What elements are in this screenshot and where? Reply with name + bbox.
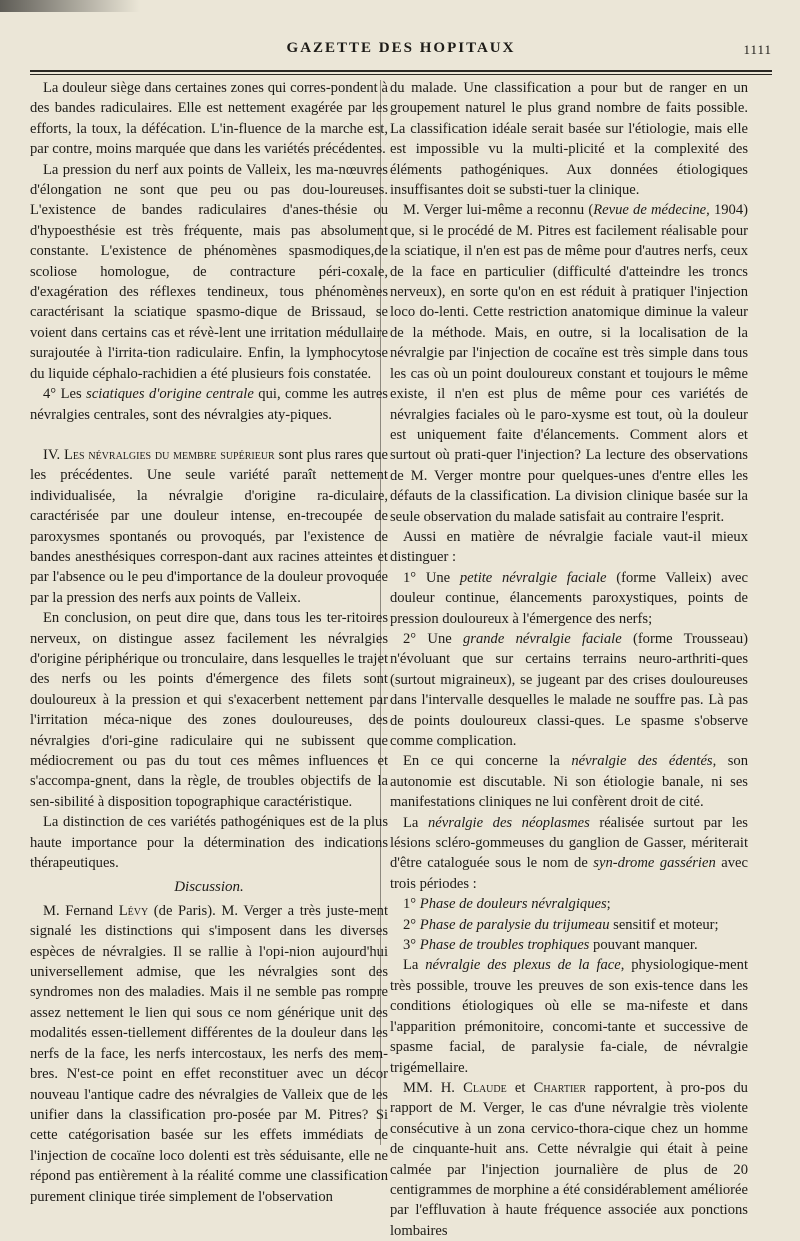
- paragraph: [390, 200, 748, 527]
- text-run: , son autonomie est discutable. Ni son étiologie banale, ni ses manifestations cliniques ne lui confèrent droit de cité.: [390, 753, 748, 811]
- page-number: 1111: [743, 42, 772, 57]
- text-run: La: [403, 957, 426, 974]
- text-run: pouvant manquer.: [589, 937, 698, 954]
- text-run: 3°: [403, 937, 420, 954]
- paragraph: [30, 384, 388, 425]
- text-run: En ce qui concerne la: [403, 753, 572, 770]
- paragraph: du malade. Une classification a pour but de ranger en un groupement naturel le plus grand nombre de faits possible. La classification idéale serait basée sur l'étiologie, mais elle est impossible vu la multi-plicité et la complexité des éléments pathogéniques. Aux données étiologiques insuffisantes doit se substi-tuer la clinique.: [390, 80, 748, 199]
- text-run: sensitif et moteur;: [609, 916, 719, 933]
- list-item: [390, 894, 748, 914]
- italic-term: Revue de médecine: [593, 202, 707, 219]
- paragraph: La distinction de ces variétés pathogéniques est de la plus haute importance pour la détermination des indications thérapeutiques.: [30, 814, 388, 872]
- section-heading: Les névralgies du membre supérieur: [63, 446, 275, 463]
- paragraph: [30, 445, 388, 608]
- italic-term: grande névralgie faciale: [462, 630, 622, 647]
- paragraph: [30, 901, 388, 1207]
- author-name: Claude: [463, 1079, 507, 1096]
- italic-term: Phase de troubles trophiques: [419, 937, 590, 954]
- italic-term: petite névralgie faciale: [459, 569, 607, 586]
- italic-term: sciatiques d'origine centrale: [86, 386, 254, 403]
- paragraph: [390, 629, 748, 751]
- journal-title: GAZETTE DES HOPITAUX: [286, 40, 516, 56]
- text-run: 2° Une: [403, 630, 463, 647]
- author-name: Lévy: [118, 902, 149, 919]
- text-run: , physiologique-ment très possible, trouve les preuves de son exis-tence dans les conditions étiologiques où elle se ma-nifeste et dans l'apparition prémonitoire, concomi-tante et successive de spasme facial, de paralysie fa-ciale, de névralgie trigémellaire.: [390, 957, 748, 1076]
- text-run: (de Paris). M. Verger a très juste-ment signalé les distinctions qui s'imposent dans les diverses espèces de névralgies. Il se rallie à l'opi-nion aujourd'hui universellement admise, que les névralgies sont des syndromes non des maladies. Mais il ne semble pas rompre assez nettement le lien qui sous ce nom générique unit des modalités essen-tiellement différentes de la douleur dans les nerfs de la face, les nerfs intercostaux, les nerfs des mem-bres. N'est-ce point en effet reconstituer avec un décor nouveau l'antique cadre des névralgies de Valleix que de les unifier dans la classification pro-posée par M. Pitres? Si cette catégorisation basée sur les effets immédiats de l'injection de cocaïne loco dolenti est très séduisante, elle ne répond pas entièrement à la réalité comme une classification purement clinique tirée simplement de l'observation: [30, 902, 388, 1205]
- paragraph: La douleur siège dans certaines zones qui corres-pondent à des bandes radiculaires. Elle est nettement exagérée par les efforts, la toux, la défécation. L'in-fluence de la marche est, par contre, moins marquée que dans les variétés précédentes.: [30, 80, 388, 158]
- italic-term: névralgie des néoplasmes: [427, 814, 590, 831]
- text-run: (forme Valleix) avec douleur continue, élancements paroxystiques, points de pression douloureux à l'émergence des nerfs;: [390, 569, 748, 627]
- text-run: 1° Une: [403, 569, 460, 586]
- text-run: réalisée surtout par les lésions scléro-gommeuses du ganglion de Gasser, mériterait d'être cataloguée sous le nom de: [390, 814, 748, 872]
- text-run: La: [403, 814, 428, 831]
- list-item: [390, 915, 748, 935]
- section-number: IV.: [43, 446, 64, 463]
- text-run: ;: [606, 896, 611, 913]
- italic-term: syn-drome gassérien: [593, 855, 716, 872]
- text-run: M. Fernand: [43, 902, 119, 919]
- paragraph: [390, 813, 748, 895]
- author-name: Chartier: [533, 1079, 587, 1096]
- italic-term: névralgie des édentés: [571, 753, 713, 770]
- header-rule-thick: [30, 70, 772, 72]
- right-column: [390, 78, 748, 1241]
- text-run: 2°: [403, 916, 420, 933]
- text-run: M. Verger lui-même a reconnu (: [403, 202, 594, 219]
- paragraph: [390, 751, 748, 812]
- paragraph: [390, 568, 748, 629]
- text-run: MM. H.: [403, 1079, 464, 1096]
- text-run: (forme Trousseau) n'évoluant que sur certains terrains neuro-arthriti-ques (surtout migraineux), se jugeant par des crises douloureuses dans l'intervalle desquelles le malade ne souffre pas. Là pas de points douloureux classi-ques. Le spasme s'observe comme complication.: [390, 630, 748, 749]
- italic-term: Phase de paralysie du trijumeau: [419, 916, 610, 933]
- italic-term: névralgie des plexus de la face: [425, 957, 621, 974]
- paragraph: En conclusion, on peut dire que, dans tous les ter-ritoires nerveux, on distingue assez facilement les névralgies d'origine périphérique ou tronculaire, dans lesquelles le trajet des nerfs ou les points d'émergence des filets sont douloureux à la pression et qui s'exacerbent nettement par l'irritation méca-nique des zones douloureuses, des névralgies d'ori-gine radiculaire qui ne subissent que médiocrement ou pas du tout ces mêmes influences et s'accompa-gnent, dans la règle, de troubles objectifs de la sen-sibilité à disposition topographique caractéristique.: [30, 610, 388, 810]
- italic-term: Phase de douleurs névralgiques: [419, 896, 607, 913]
- text-run: , 1904) que, si le procédé de M. Pitres est facilement réalisable pour la sciatique, il n'en est pas de même pour d'autres nerfs, ceux de la face en particulier (difficulté d'atteindre les troncs nerveux), en sorte qu'on en est réduit à pratiquer l'injection loco do-lenti. Cette restriction anatomique diminue la valeur de la méthode. Mais, en outre, si la localisation de la névralgie par l'injection de cocaïne est très simple dans tous les cas où un point douloureux constant et toujours le même existe, il n'en est plus de même pour ces variétés de névralgies faciales où le paro-xysme est tout, où la douleur est uniquement faite d'élancements. Comment alors et surtout où prati-quer l'injection? La lecture des observations de M. Verger montre pour quelques-unes d'entre elles les défauts de la classification. La division clinique basée sur la seule observation du malade satisfait au contraire l'esprit.: [390, 202, 748, 525]
- discussion-heading: Discussion.: [174, 879, 244, 896]
- list-item: [390, 935, 748, 955]
- text-run: 1°: [403, 896, 420, 913]
- header-rule-thin: [30, 74, 772, 75]
- text-run: avec trois périodes :: [390, 855, 748, 892]
- paragraph: [390, 1078, 748, 1241]
- text-run: rapportent, à pro-pos du rapport de M. Verger, le cas d'une névralgie très violente consécutive à un zona cervico-thora-cique chez un homme de cinquante-huit ans. Cette névralgie qui était à peine calmée par l'injection journalière de plus de 20 centigrammes de morphine a été considérablement améliorée par l'effluvation à haute fréquence associée aux ponctions lombaires: [390, 1079, 748, 1239]
- text-run: 4° Les: [43, 386, 87, 403]
- page-header: [30, 40, 772, 72]
- text-run: et: [506, 1079, 534, 1096]
- paragraph: [390, 955, 748, 1077]
- page-edge-stain: [0, 0, 140, 12]
- text-run: sont plus rares que les précédentes. Une seule variété paraît nettement individualisée, la névralgie d'origine ra-diculaire, caractérisée par une douleur intense, en-trecoupée de paroxysmes spontanés ou provoqués, par l'existence de bandes anesthésiques correspon-dant aux racines atteintes et par l'absence ou le peu d'importance de la douleur provoquée par la pression des nerfs aux points de Valleix.: [30, 446, 388, 606]
- paragraph: La pression du nerf aux points de Valleix, les ma-nœuvres d'élongation ne sont que peu ou pas dou-loureuses. L'existence de bandes radiculaires d'anes-thésie ou d'hypoesthésie est très fréquente, mais pas absolument constante. L'existence de phénomènes spasmodiques,de scoliose homologue, de contracture péri-coxale, d'exagération des réflexes tendineux, tous phénomènes caractérisant la sciatique spasmo-dique de Brissaud, se voient dans certains cas et révè-lent une irritation médullaire surajoutée à l'irrita-tion radiculaire. Enfin, la lymphocytose du liquide céphalo-rachidien a été plusieurs fois constatée.: [30, 161, 388, 382]
- paragraph: Aussi en matière de névralgie faciale vaut-il mieux distinguer :: [390, 528, 748, 566]
- left-column: [30, 78, 388, 1207]
- text-run: qui, comme les autres névralgies centrales, sont des névralgies aty-piques.: [30, 386, 388, 423]
